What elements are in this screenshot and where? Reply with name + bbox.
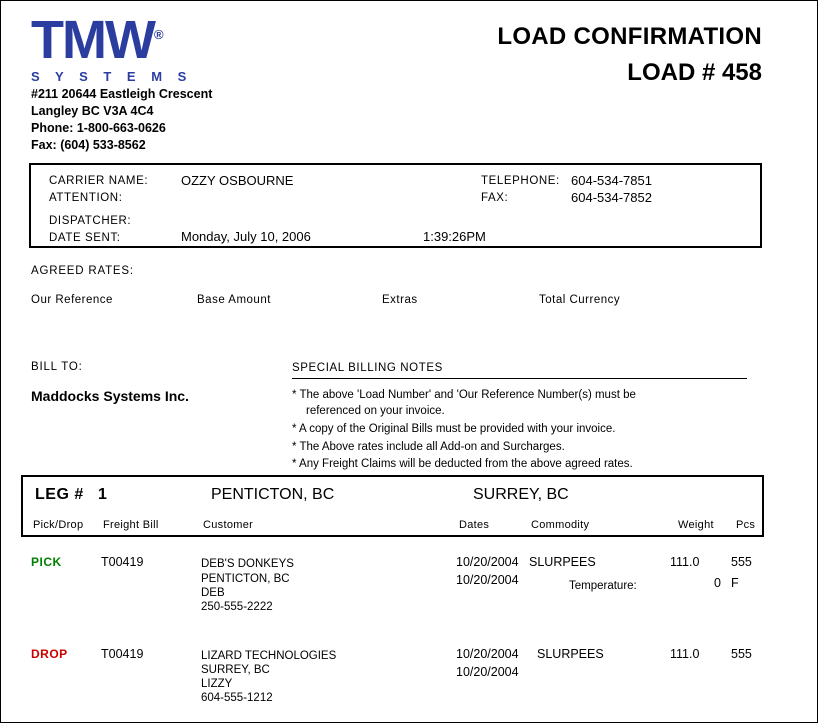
- stop-customer-city: PENTICTON, BC: [201, 573, 290, 585]
- leg-column-weight: Weight: [678, 519, 714, 531]
- logo-subtitle: S Y S T E M S: [31, 69, 193, 84]
- load-number: LOAD # 458: [627, 59, 762, 86]
- billing-note-1: * The above 'Load Number' and 'Our Reference Number(s) must be: [292, 389, 636, 401]
- agreed-rates-label: AGREED RATES:: [31, 265, 134, 277]
- special-billing-notes-title: SPECIAL BILLING NOTES: [292, 362, 443, 374]
- stop-date-1: 10/20/2004: [456, 555, 519, 569]
- company-address: [31, 86, 331, 154]
- stop-temperature-unit: F: [731, 576, 739, 590]
- leg-number: 1: [98, 486, 107, 503]
- carrier-fax-value: 604-534-7852: [571, 190, 652, 205]
- carrier-fax-label: FAX:: [481, 192, 509, 204]
- attention-label: ATTENTION:: [49, 192, 123, 204]
- leg-origin: PENTICTON, BC: [211, 486, 335, 503]
- leg-column-customer: Customer: [203, 519, 254, 531]
- company-phone-row: [31, 120, 331, 137]
- carrier-info-box: [29, 163, 762, 248]
- stop-customer-phone: 250-555-2222: [201, 601, 273, 613]
- stop-customer-city: SURREY, BC: [201, 664, 270, 676]
- leg-header-box: [21, 475, 764, 537]
- leg-column-commodity: Commodity: [531, 519, 590, 531]
- dispatcher-label: DISPATCHER:: [49, 215, 132, 227]
- stop-customer-contact: LIZZY: [201, 678, 233, 690]
- tmw-logo: [31, 10, 164, 70]
- stop-date-1: 10/20/2004: [456, 647, 519, 661]
- stop-temperature-label: Temperature:: [569, 580, 637, 592]
- stop-pcs: 555: [731, 647, 752, 661]
- leg-column-pickdrop: Pick/Drop: [33, 519, 84, 531]
- stop-type: PICK: [31, 555, 62, 569]
- stop-customer-name: DEB'S DONKEYS: [201, 558, 294, 570]
- stop-date-2: 10/20/2004: [456, 573, 519, 587]
- stop-date-2: 10/20/2004: [456, 665, 519, 679]
- telephone-value: 604-534-7851: [571, 173, 652, 188]
- notes-divider: [292, 378, 747, 379]
- leg-column-freight-bill: Freight Bill: [103, 519, 159, 531]
- fax-value: (604) 533-8562: [60, 137, 146, 152]
- stop-commodity: SLURPEES: [529, 555, 596, 569]
- logo-text: TMW: [31, 10, 154, 70]
- registered-trademark-icon: ®: [153, 27, 164, 42]
- carrier-name-label: CARRIER NAME:: [49, 175, 149, 187]
- date-sent-value: Monday, July 10, 2006: [181, 229, 311, 244]
- leg-label: LEG #: [35, 486, 84, 503]
- table-row: [1, 553, 818, 613]
- billing-note-4: * The Above rates include all Add-on and Surcharges.: [292, 441, 565, 453]
- leg-column-pcs: Pcs: [736, 519, 756, 531]
- time-sent-value: 1:39:26PM: [423, 229, 486, 244]
- stop-weight: 111.0: [670, 647, 700, 661]
- column-total-currency: Total Currency: [539, 294, 621, 306]
- company-fax-row: [31, 137, 331, 154]
- table-row: [1, 645, 818, 705]
- company-logo-block: [31, 10, 331, 154]
- address-line-1: #211 20644 Eastleigh Crescent: [31, 87, 213, 101]
- stop-type: DROP: [31, 647, 68, 661]
- address-line-2: Langley BC V3A 4C4: [31, 103, 154, 118]
- phone-value: 1-800-663-0626: [76, 120, 166, 135]
- billing-note-3: * A copy of the Original Bills must be provided with your invoice.: [292, 423, 616, 435]
- stop-customer-contact: DEB: [201, 587, 225, 599]
- bill-to-label: BILL TO:: [31, 361, 83, 373]
- leg-destination: SURREY, BC: [473, 486, 569, 503]
- column-our-reference: Our Reference: [31, 294, 113, 306]
- carrier-name-value: OZZY OSBOURNE: [181, 173, 294, 188]
- stop-customer-phone: 604-555-1212: [201, 692, 273, 704]
- leg-column-dates: Dates: [459, 519, 490, 531]
- phone-label: Phone:: [31, 120, 74, 135]
- billing-note-5: * Any Freight Claims will be deducted from the above agreed rates.: [292, 458, 633, 470]
- document-title-block: [497, 23, 762, 87]
- stop-freight-bill: T00419: [101, 555, 144, 569]
- column-extras: Extras: [382, 294, 418, 306]
- stop-commodity: SLURPEES: [537, 647, 604, 661]
- column-base-amount: Base Amount: [197, 294, 271, 306]
- stop-freight-bill: T00419: [101, 647, 144, 661]
- stop-customer-name: LIZARD TECHNOLOGIES: [201, 650, 337, 662]
- telephone-label: TELEPHONE:: [481, 175, 560, 187]
- stop-weight: 111.0: [670, 555, 700, 569]
- page-title: LOAD CONFIRMATION: [497, 23, 762, 50]
- fax-label: Fax:: [31, 137, 57, 152]
- billing-note-2: referenced on your invoice.: [306, 405, 445, 417]
- stop-temperature-value: 0: [714, 576, 721, 590]
- bill-to-name: Maddocks Systems Inc.: [31, 388, 189, 404]
- date-sent-label: DATE SENT:: [49, 232, 121, 244]
- stop-pcs: 555: [731, 555, 752, 569]
